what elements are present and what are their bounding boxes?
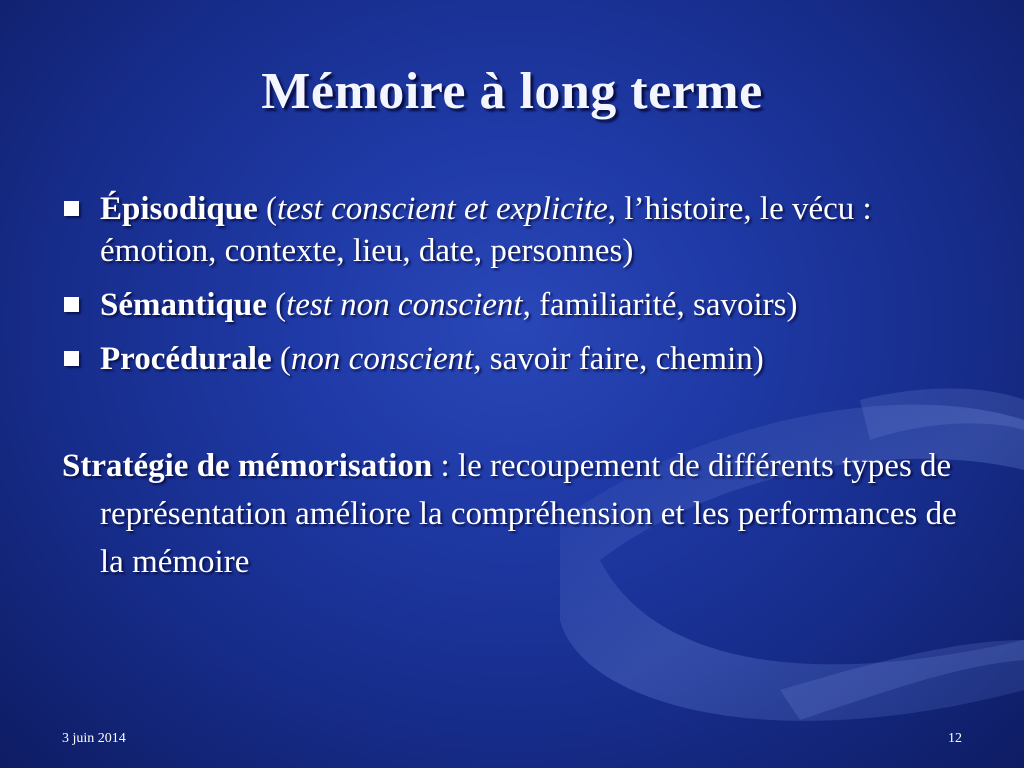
bullet-term: Épisodique [100,191,258,227]
bullet-italic-text: test non conscient [286,287,523,323]
footer-page-number: 12 [948,731,962,746]
bullet-open-paren: ( [266,287,287,323]
bullet-item-episodique [62,188,962,272]
bullet-rest-text: , l’histoire, le vécu : émotion, contexte, lieu, date, personnes) [100,191,872,269]
bullet-italic-text: test conscient et explicite [277,191,608,227]
slide-content [62,188,962,586]
square-bullet-icon [64,297,79,312]
bullet-open-paren: ( [257,191,277,227]
strategy-term: Stratégie de mémorisation [62,448,433,484]
bullet-item-procedurale [62,338,962,380]
slide-title: Mémoire à long terme [261,63,763,120]
bullet-italic-text: non conscient [290,341,474,377]
bullet-open-paren: ( [271,341,291,377]
bullet-rest-text: , savoir faire, chemin) [473,341,764,377]
strategy-paragraph [62,442,962,586]
bullet-term: Sémantique [100,287,267,323]
footer-date: 3 juin 2014 [62,731,126,746]
bullet-term: Procédurale [100,341,272,377]
bullet-rest-text: , familiarité, savoirs) [522,287,798,323]
square-bullet-icon [64,351,79,366]
square-bullet-icon [64,201,79,216]
bullet-item-semantique [62,284,962,326]
strategy-text: : le recoupement de différents types de représentation améliore la compréhension et les performances de la mémoire [100,448,957,580]
